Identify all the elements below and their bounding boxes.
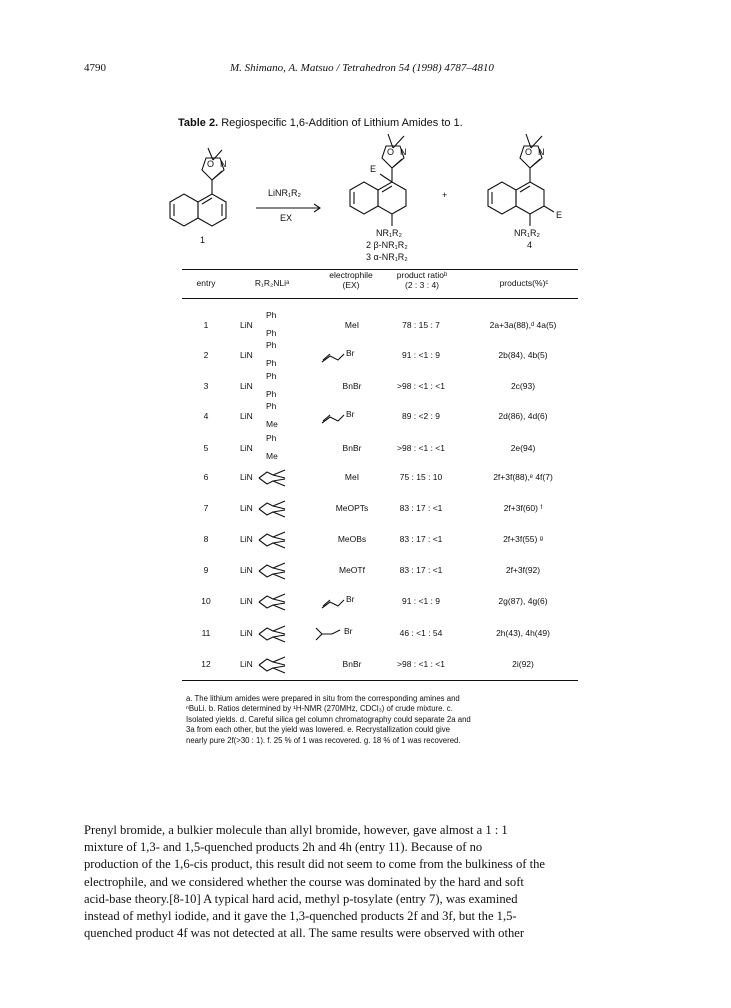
amide-cell: LiN [240,320,253,330]
atom-N-2: N [400,147,407,157]
electrophile-cell: MeOTf [339,565,365,575]
body-line: electrophile, and we considered whether the course was dominated by the hard and soft [84,874,524,889]
entry-cell: 5 [203,443,209,453]
amide-cell: LiN [240,628,253,638]
table-row [0,499,731,519]
ratio-cell: >98 : <1 : <1 [397,381,445,391]
page-number: 4790 [84,62,106,74]
entry-cell: 7 [203,503,209,513]
prenyl-group-icon [316,626,344,642]
electrophile-cell: Br [344,626,353,636]
footnote-line: 3a from each other, but the yield was lowered. e. Recrystallization could give [186,725,450,735]
products-cell: 2f+3f(92) [505,565,541,575]
products-cell: 2e(94) [510,443,536,453]
products-cell: 2f+3f(88),ᵉ 4f(7) [493,472,553,482]
amide-substituent-bottom: Ph [266,389,277,399]
header-ratio-1: product ratioᵇ [396,270,448,280]
electrophile-cell: Br [346,409,355,419]
label-3: 3 α-NR₁R₂ [366,252,408,262]
table-row [0,340,731,368]
diisopropyl-group-icon [259,469,287,487]
product-2-3-structure [350,134,406,226]
ratio-cell: 83 : 17 : <1 [399,565,443,575]
ratio-cell: 89 : <2 : 9 [401,411,441,421]
diisopropyl-group-icon [259,562,287,580]
table-row [0,592,731,612]
amide-cell: LiN [240,596,253,606]
amide-substituent-bottom: Me [266,451,278,461]
label-NR-left: NR₁R₂ [376,228,403,238]
amide-substituent-bottom: Ph [266,328,277,338]
amide-cell: LiN [240,534,253,544]
label-2: 2 β-NR₁R₂ [366,240,408,250]
electrophile-cell: BnBr [342,659,362,669]
products-cell: 2h(43), 4h(49) [496,628,550,638]
ratio-cell: 83 : 17 : <1 [399,534,443,544]
header-entry: entry [196,278,216,288]
products-cell: 2a+3a(88),ᵈ 4a(5) [489,320,557,330]
atom-O-2: O [387,147,395,157]
body-line: acid-base theory.[8-10] A typical hard acid, methyl p-tosylate (entry 7), was examined [84,891,518,906]
ratio-cell: 46 : <1 : 54 [399,628,443,638]
footnote-line: nearly pure 2f(>30 : 1). f. 25 % of 1 was recovered. g. 18 % of 1 was recovered. [186,735,461,745]
footnote-line: Isolated yields. d. Careful silica gel column chromatography could separate 2a and [186,714,471,724]
footnote-line: ⁿBuLi. b. Ratios determined by ¹H-NMR (270MHz, CDCl₃) of crude mixture. c. [186,704,453,714]
electrophile-cell: Br [346,348,355,358]
diisopropyl-group-icon [259,500,287,518]
label-E-right: E [556,210,563,220]
body-line: quenched product 4f was not detected at all. The same results were observed with other [84,926,525,941]
atom-O-1: O [207,159,215,169]
table-top-rule [182,269,578,270]
entry-cell: 1 [203,320,209,330]
amide-substituent-top: Ph [266,340,277,350]
reagent-bottom: EX [280,213,293,223]
diisopropyl-group-icon [259,593,287,611]
atom-O-4: O [525,147,533,157]
table-title-label: Table 2. [178,117,219,129]
electrophile-cell: BnBr [342,381,362,391]
table-row [0,433,731,461]
table-footnotes [186,694,578,746]
products-cell: 2f+3f(60) ᶠ [503,503,543,513]
products-cell: 2c(93) [510,381,536,391]
footnote-line: a. The lithium amides were prepared in situ from the corresponding amines and [186,694,460,703]
ratio-cell: 83 : 17 : <1 [399,503,443,513]
reaction-scheme [150,130,590,280]
body-line: mixture of 1,3- and 1,5-quenched products 2h and 4h (entry 11). Because of no [84,840,483,855]
header-electrophile-2: (EX) [342,280,360,290]
entry-cell: 6 [203,472,209,482]
compound-1-structure [170,148,226,226]
atom-N-4: N [538,147,545,157]
allyl-group-icon [322,413,346,425]
amide-substituent-top: Ph [266,401,277,411]
compound-1-label: 1 [200,235,206,245]
header-electrophile-1: electrophile [329,270,373,280]
body-line: production of the 1,6-cis product, this result did not seem to come from the bulkiness of the [84,857,545,872]
entry-cell: 10 [201,596,211,606]
electrophile-cell: MeI [344,320,360,330]
allyl-group-icon [322,352,346,364]
ratio-cell: 91 : <1 : 9 [401,350,441,360]
products-cell: 2d(86), 4d(6) [498,411,548,421]
table-row [0,655,731,675]
products-cell: 2b(84), 4b(5) [498,350,548,360]
entry-cell: 8 [203,534,209,544]
table-row [0,401,731,429]
amide-substituent-bottom: Me [266,419,278,429]
amide-cell: LiN [240,350,253,360]
entry-cell: 12 [201,659,211,669]
running-title: M. Shimano, A. Matsuo / Tetrahedron 54 (1998) 4787–4810 [230,62,494,74]
amide-substituent-top: Ph [266,371,277,381]
electrophile-cell: BnBr [342,443,362,453]
ratio-cell: >98 : <1 : <1 [397,443,445,453]
amide-cell: LiN [240,443,253,453]
atom-N-1: N [220,159,227,169]
table-header-rule [182,298,578,299]
amide-cell: LiN [240,565,253,575]
electrophile-cell: MeOPTs [335,503,369,513]
entry-cell: 4 [203,411,209,421]
plus-sign: + [442,190,448,200]
amide-cell: LiN [240,381,253,391]
allyl-group-icon [322,598,346,610]
table-title [178,117,463,129]
amide-substituent-bottom: Ph [266,358,277,368]
ratio-cell: 78 : 15 : 7 [402,320,440,330]
amide-cell: LiN [240,411,253,421]
ratio-cell: 75 : 15 : 10 [399,472,443,482]
header-amide: R₁R₂NLiᵃ [254,278,290,288]
ratio-cell: 91 : <1 : 9 [401,596,441,606]
reagent-top: LiNR₁R₂ [268,188,302,198]
products-cell: 2g(87), 4g(6) [498,596,548,606]
header-products: products(%)ᶜ [499,278,549,288]
amide-cell: LiN [240,659,253,669]
diisopropyl-group-icon [259,531,287,549]
amide-cell: LiN [240,503,253,513]
entry-cell: 9 [203,565,209,575]
header-ratio-2: (2 : 3 : 4) [404,280,439,290]
electrophile-cell: MeOBs [337,534,367,544]
body-paragraph [84,822,646,942]
entry-cell: 2 [203,350,209,360]
entry-cell: 11 [201,628,211,638]
table-row [0,530,731,550]
table-row [0,310,731,338]
amide-substituent-top: Ph [266,433,277,443]
body-line: Prenyl bromide, a bulkier molecule than allyl bromide, however, gave almost a 1 : 1 [84,823,508,837]
table-row [0,371,731,399]
label-E-left: E [370,164,377,174]
table-title-text: Regiospecific 1,6-Addition of Lithium Amides to 1. [221,117,463,129]
diisopropyl-group-icon [259,625,287,643]
ratio-cell: >98 : <1 : <1 [397,659,445,669]
electrophile-cell: Br [346,594,355,604]
label-4: 4 [527,240,533,250]
body-line: instead of methyl iodide, and it gave the 1,3-quenched products 2f and 3f, but the 1,5- [84,909,517,924]
entry-cell: 3 [203,381,209,391]
diisopropyl-group-icon [259,656,287,674]
amide-cell: LiN [240,472,253,482]
table-bottom-rule [182,680,578,681]
table-row [0,624,731,644]
table-row [0,561,731,581]
products-cell: 2i(92) [512,659,534,669]
products-cell: 2f+3f(55) ᵍ [503,534,543,544]
label-NR-right: NR₁R₂ [514,228,541,238]
electrophile-cell: MeI [344,472,360,482]
amide-substituent-top: Ph [266,310,277,320]
table-row [0,468,731,488]
